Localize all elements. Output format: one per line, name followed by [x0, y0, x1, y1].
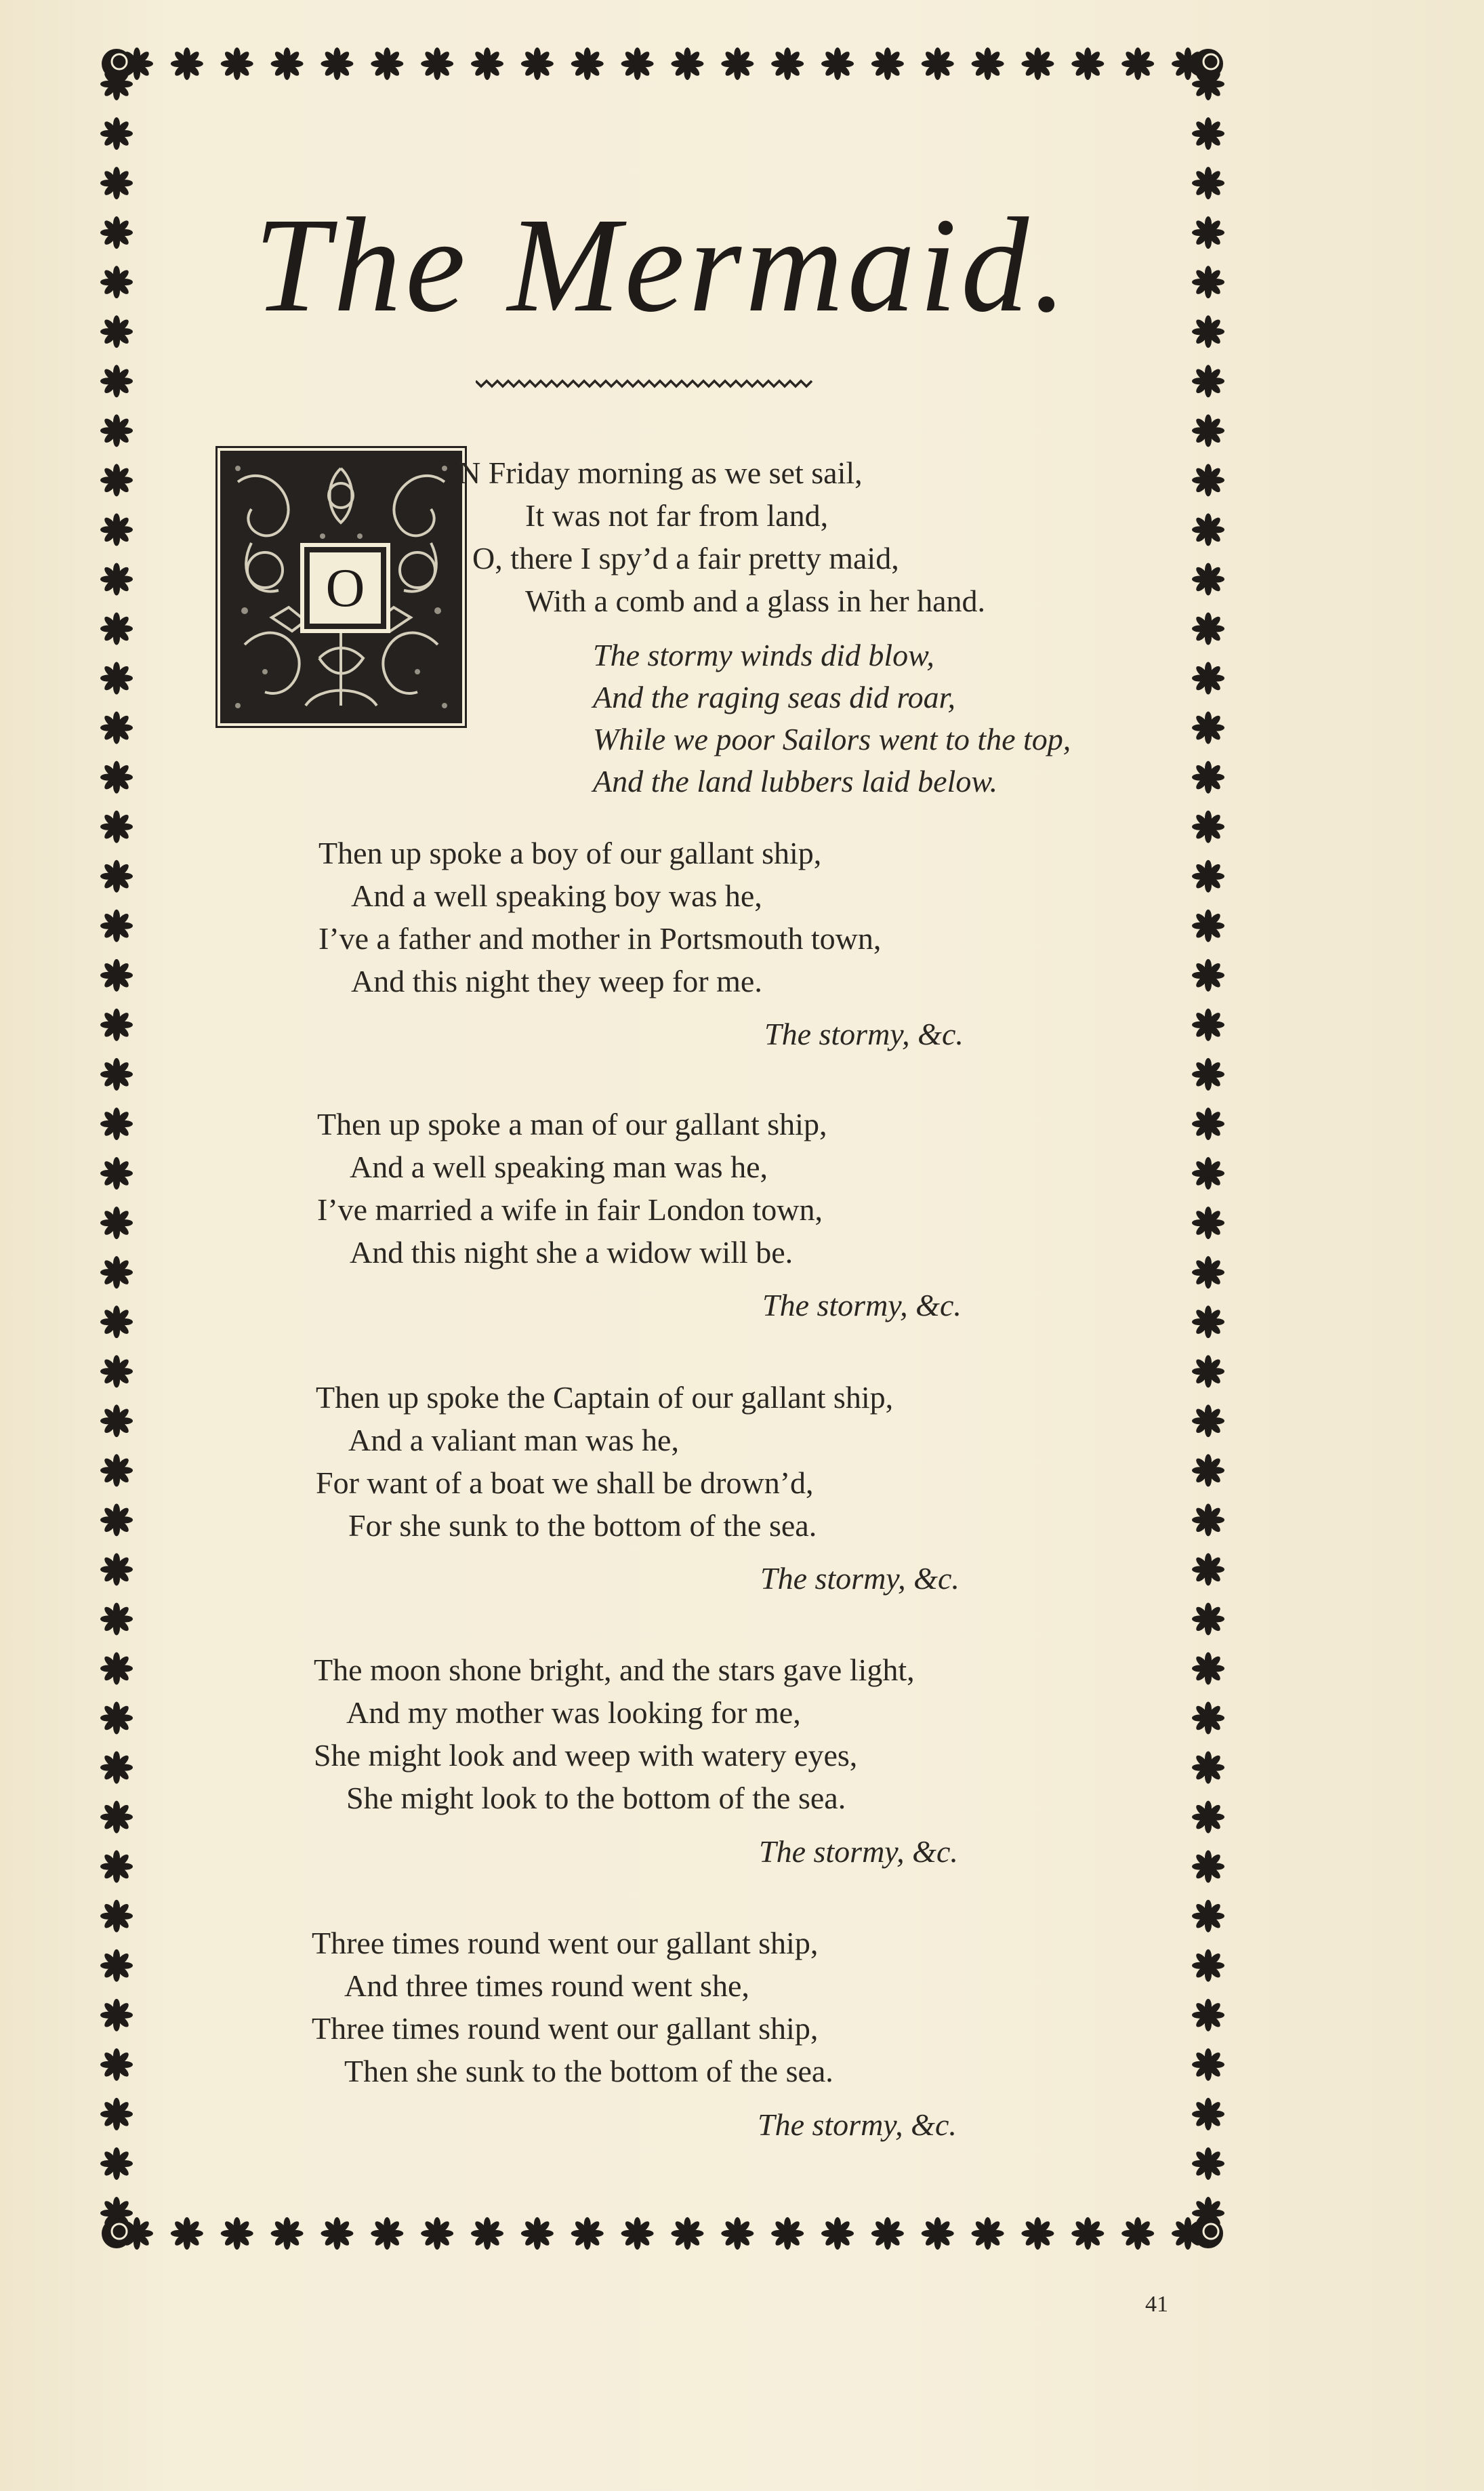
border-flower-icon	[321, 2217, 353, 2250]
border-flower-icon	[1192, 2147, 1224, 2180]
verse-line: For want of a boat we shall be drown’d,	[316, 1465, 814, 1500]
border-flower-icon	[521, 2217, 554, 2250]
border-flower-icon	[1192, 1058, 1224, 1091]
border-flower-icon	[100, 1454, 133, 1486]
verse-line: Then up spoke the Captain of our gallant ship,	[316, 1380, 894, 1415]
border-flower-icon	[371, 47, 403, 80]
border-flower-icon	[1121, 2217, 1154, 2250]
border-flower-icon	[100, 1058, 133, 1091]
border-flower-icon	[100, 712, 133, 744]
border-corner-icon	[102, 2219, 131, 2248]
border-flower-icon	[1192, 1305, 1224, 1338]
border-corner-icon	[102, 49, 131, 79]
refrain-line: The stormy, &c.	[759, 1834, 958, 1869]
border-flower-icon	[100, 1702, 133, 1735]
border-flower-icon	[100, 1801, 133, 1834]
refrain-line: The stormy, &c.	[760, 1561, 960, 1596]
border-flower-icon	[1192, 1454, 1224, 1486]
border-flower-icon	[1192, 1404, 1224, 1437]
border-flower-icon	[922, 47, 954, 80]
verse-line: She might look to the bottom of the sea.	[346, 1781, 846, 1815]
border-flower-icon	[100, 860, 133, 893]
border-flower-icon	[100, 2147, 133, 2180]
border-flower-icon	[1192, 464, 1224, 496]
border-flower-icon	[621, 2217, 654, 2250]
border-flower-icon	[100, 1404, 133, 1437]
border-flower-icon	[1192, 1999, 1224, 2031]
chorus-line: And the land lubbers laid below.	[593, 764, 998, 798]
decorated-initial	[220, 451, 462, 723]
border-flower-icon	[721, 2217, 754, 2250]
border-flower-icon	[100, 1850, 133, 1883]
border-flower-icon	[1192, 1157, 1224, 1190]
verse-line: And a well speaking boy was he,	[351, 878, 762, 913]
border-flower-icon	[100, 563, 133, 595]
border-flower-icon	[571, 2217, 604, 2250]
verse-line: Three times round went our gallant ship,	[312, 2011, 819, 2046]
refrain-line: The stormy, &c.	[762, 1288, 962, 1322]
chorus-line: While we poor Sailors went to the top,	[593, 722, 1071, 756]
initial-letter: O	[304, 547, 386, 629]
border-flower-icon	[100, 1652, 133, 1684]
poem-title: The Mermaid.	[253, 190, 1071, 340]
border-flower-icon	[100, 1256, 133, 1289]
border-flower-icon	[421, 47, 453, 80]
border-flower-icon	[922, 2217, 954, 2250]
border-flower-icon	[1192, 662, 1224, 695]
border-flower-icon	[1192, 1702, 1224, 1735]
verse-line: And this night she a widow will be.	[350, 1235, 793, 1270]
border-flower-icon	[871, 2217, 904, 2250]
border-flower-icon	[100, 910, 133, 942]
border-flower-icon	[100, 1503, 133, 1536]
border-flower-icon	[1192, 1949, 1224, 1982]
border-flower-icon	[1192, 1108, 1224, 1140]
verse-line: And a well speaking man was he,	[350, 1150, 768, 1184]
border-flower-icon	[771, 2217, 804, 2250]
border-flower-icon	[1192, 117, 1224, 150]
border-flower-icon	[1192, 910, 1224, 942]
border-flower-icon	[821, 2217, 854, 2250]
border-flower-icon	[100, 1157, 133, 1190]
border-flower-icon	[100, 613, 133, 645]
verse-line: And three times round went she,	[344, 1968, 749, 2003]
border-flower-icon	[100, 1009, 133, 1041]
verse-line: N Friday morning as we set sail,	[458, 455, 863, 490]
border-flower-icon	[100, 1949, 133, 1982]
border-flower-icon	[100, 1553, 133, 1585]
border-flower-icon	[1192, 811, 1224, 843]
border-flower-icon	[571, 47, 604, 80]
border-flower-icon	[972, 2217, 1004, 2250]
border-flower-icon	[1192, 613, 1224, 645]
border-corner-icon	[1193, 2219, 1223, 2248]
border-flower-icon	[100, 959, 133, 992]
border-flower-icon	[1192, 414, 1224, 447]
verse-line: With a comb and a glass in her hand.	[525, 584, 986, 618]
border-flower-icon	[1192, 1355, 1224, 1388]
refrain-line: The stormy, &c.	[758, 2107, 957, 2142]
border-flower-icon	[1071, 2217, 1104, 2250]
border-flower-icon	[100, 365, 133, 397]
border-flower-icon	[100, 414, 133, 447]
border-flower-icon	[972, 47, 1004, 80]
border-flower-icon	[271, 47, 304, 80]
page-number: 41	[1145, 2292, 1168, 2317]
chorus-line: The stormy winds did blow,	[593, 638, 934, 672]
border-flower-icon	[1192, 761, 1224, 794]
border-flower-icon	[100, 811, 133, 843]
border-flower-icon	[100, 1999, 133, 2031]
border-flower-icon	[1192, 860, 1224, 893]
border-flower-icon	[1192, 1850, 1224, 1883]
border-flower-icon	[1192, 1553, 1224, 1585]
border-flower-icon	[1192, 1751, 1224, 1784]
border-flower-icon	[100, 1355, 133, 1388]
verse-line: And my mother was looking for me,	[346, 1695, 801, 1730]
border-flower-icon	[671, 47, 703, 80]
border-flower-icon	[100, 1108, 133, 1140]
verse-line: I’ve married a wife in fair London town,	[317, 1192, 823, 1227]
verse-line: I’ve a father and mother in Portsmouth town,	[318, 921, 882, 956]
border-flower-icon	[100, 1751, 133, 1784]
border-flower-icon	[1192, 1602, 1224, 1635]
border-flower-icon	[100, 1900, 133, 1932]
border-flower-icon	[1192, 2048, 1224, 2081]
border-flower-icon	[1192, 513, 1224, 546]
border-flower-icon	[521, 47, 554, 80]
border-flower-icon	[1192, 1503, 1224, 1536]
border-flower-icon	[771, 47, 804, 80]
border-flower-icon	[1192, 2098, 1224, 2130]
border-flower-icon	[100, 761, 133, 794]
border-flower-icon	[321, 47, 353, 80]
border-flower-icon	[671, 2217, 703, 2250]
border-flower-icon	[371, 2217, 403, 2250]
border-flower-icon	[1192, 365, 1224, 397]
border-flower-icon	[871, 47, 904, 80]
border-flower-icon	[100, 1602, 133, 1635]
border-flower-icon	[471, 2217, 503, 2250]
verse-line: The moon shone bright, and the stars gave light,	[314, 1653, 915, 1687]
border-flower-icon	[1192, 1801, 1224, 1834]
border-flower-icon	[621, 47, 654, 80]
verse-line: And a valiant man was he,	[348, 1423, 679, 1457]
verse-line: Then up spoke a boy of our gallant ship,	[318, 836, 822, 870]
border-flower-icon	[1192, 959, 1224, 992]
border-flower-icon	[1192, 1900, 1224, 1932]
border-flower-icon	[1021, 2217, 1054, 2250]
border-flower-icon	[721, 47, 754, 80]
border-corner-icon	[1193, 49, 1223, 79]
border-flower-icon	[221, 2217, 253, 2250]
border-flower-icon	[100, 513, 133, 546]
verse-line: Then up spoke a man of our gallant ship,	[317, 1107, 827, 1141]
border-flower-icon	[1192, 1652, 1224, 1684]
border-flower-icon	[1192, 563, 1224, 595]
refrain-line: The stormy, &c.	[764, 1017, 964, 1051]
verse-line: O, there I spy’d a fair pretty maid,	[472, 541, 899, 575]
verse-line: She might look and weep with watery eyes,	[314, 1738, 858, 1773]
ornamental-border-frame	[102, 49, 1223, 2248]
border-flower-icon	[1071, 47, 1104, 80]
border-flower-icon	[100, 1305, 133, 1338]
border-flower-icon	[100, 1207, 133, 1239]
verse-line: Three times round went our gallant ship,	[312, 1926, 819, 1960]
border-flower-icon	[221, 47, 253, 80]
verse-line: Then she sunk to the bottom of the sea.	[344, 2054, 833, 2088]
verse-line: It was not far from land,	[525, 498, 829, 533]
border-flower-icon	[100, 2098, 133, 2130]
border-flower-icon	[821, 47, 854, 80]
border-flower-icon	[171, 2217, 203, 2250]
border-flower-icon	[171, 47, 203, 80]
border-flower-icon	[1021, 47, 1054, 80]
chorus-line: And the raging seas did roar,	[593, 680, 955, 714]
border-flower-icon	[271, 2217, 304, 2250]
border-flower-icon	[100, 2048, 133, 2081]
border-flower-icon	[471, 47, 503, 80]
border-flower-icon	[100, 662, 133, 695]
border-flower-icon	[1121, 47, 1154, 80]
border-flower-icon	[100, 464, 133, 496]
border-flower-icon	[1192, 712, 1224, 744]
border-flower-icon	[421, 2217, 453, 2250]
border-flower-icon	[1192, 1256, 1224, 1289]
border-flower-icon	[1192, 1207, 1224, 1239]
verse-line: And this night they weep for me.	[351, 964, 762, 998]
verse-line: For she sunk to the bottom of the sea.	[348, 1508, 817, 1543]
border-flower-icon	[1192, 1009, 1224, 1041]
wavy-rule-ornament	[476, 373, 815, 393]
border-flower-icon	[100, 117, 133, 150]
